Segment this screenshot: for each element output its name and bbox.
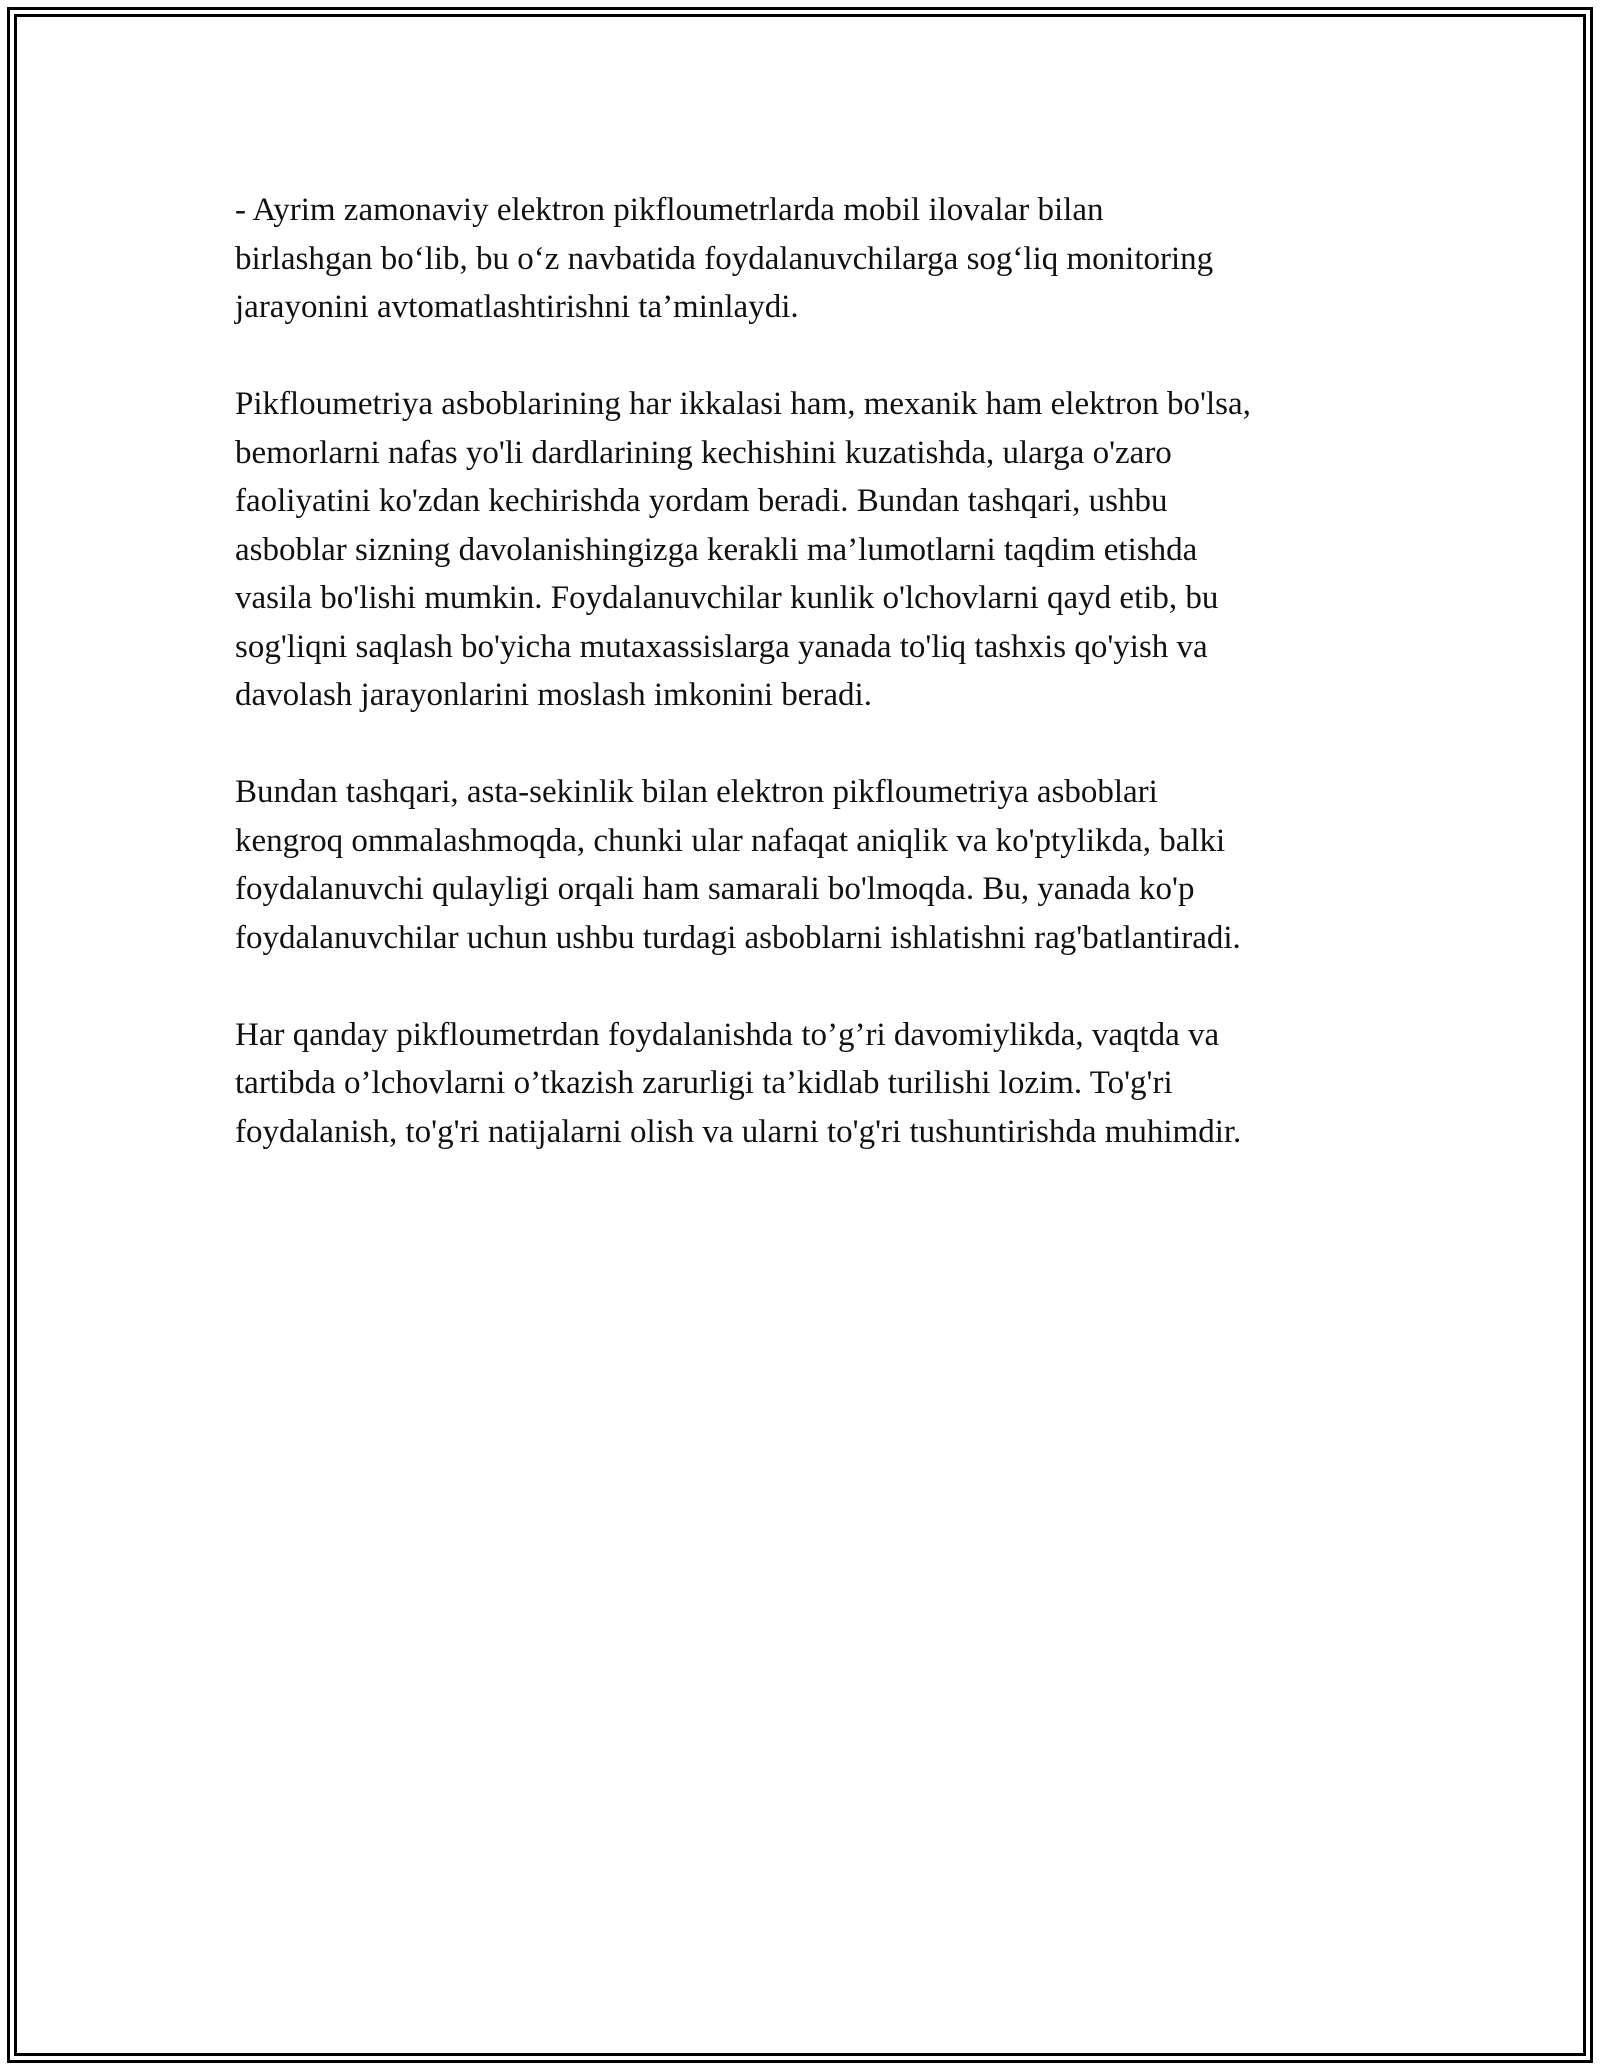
document-body (235, 186, 1375, 1205)
paragraph-device-benefits: Pikfloumetriya asboblarining har ikkalasi ham, mexanik ham elektron bo'lsa, bemorlarni nafas yo'li dardlarining kechishini kuzatishda, ularga o'zaro faoliyatini ko'zdan kechirishda yordam beradi. Bundan tashqari, ushbu asboblar sizning davolanishingizga kerakli ma’lumotlarni taqdim etishda vasila bo'lishi mumkin. Foydalanuvchilar kunlik o'lchovlarni qayd etib, bu sog'liqni saqlash bo'yicha mutaxassislarga yanada to'liq tashxis qo'yish va davolash jarayonlarini moslash imkonini beradi. (235, 386, 1251, 713)
paragraph-mobile-apps: - Ayrim zamonaviy elektron pikfloumetrlarda mobil ilovalar bilan birlashgan bo‘lib, bu o‘z navbatida foydalanuvchilarga sog‘liq monitoring jarayonini avtomatlashtirishni ta’minlaydi. (235, 192, 1214, 325)
paragraph-correct-usage: Har qanday pikfloumetrdan foydalanishda to’g’ri davomiylikda, vaqtda va tartibda o’lchovlarni o’tkazish zarurligi ta’kidlab turilishi lozim. To'g'ri foydalanish, to'g'ri natijalarni olish va ularni to'g'ri tushuntirishda muhimdir. (235, 1016, 1242, 1150)
paragraph-electronic-popularity: Bundan tashqari, asta-sekinlik bilan elektron pikfloumetriya asboblari kengroq ommalashmoqda, chunki ular nafaqat aniqlik va ko'ptylikda, balki foydalanuvchi qulayligi orqali ham samarali bo'lmoqda. Bu, yanada ko'p foydalanuvchilar uchun ushbu turdagi asboblarni ishlatishni rag'batlantiradi. (235, 774, 1241, 956)
